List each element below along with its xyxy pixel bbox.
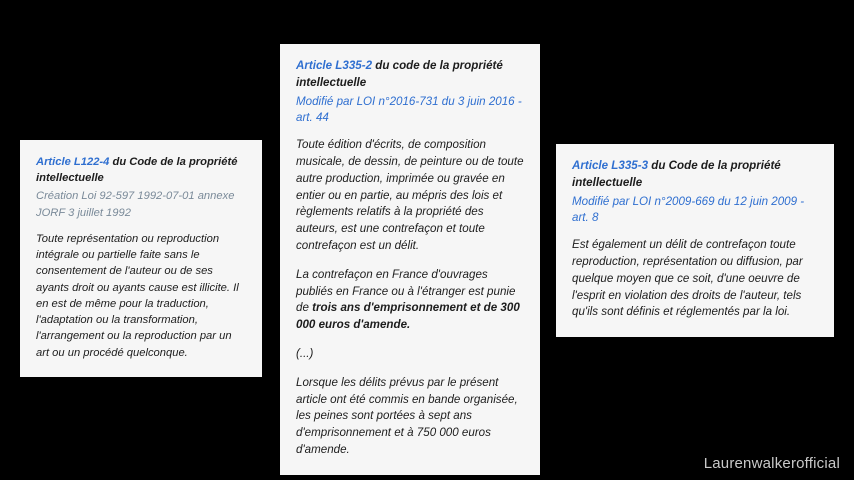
card-2-paragraph-1: Toute édition d'écrits, de composition musicale, de dessin, de peinture ou de toute autre production, imprimée ou gravée en entier ou en partie, au mépris des lois et règlements relatifs à la propriété des auteurs, est une contrefaçon et toute contrefaçon est un délit. bbox=[296, 138, 524, 252]
law-card-l122-4 bbox=[20, 140, 262, 377]
card-2-heading bbox=[296, 58, 524, 92]
card-2-paragraph-ellipsis: (...) bbox=[296, 346, 314, 360]
card-1-heading bbox=[36, 154, 246, 186]
card-2-source: Modifié par LOI n°2016-731 du 3 juin 2016 - art. 44 bbox=[296, 94, 522, 125]
card-1-heading-rest: du Code de la propriété intellectuelle bbox=[36, 156, 238, 185]
watermark-text: Laurenwalkerofficial bbox=[703, 455, 840, 472]
card-3-heading bbox=[572, 158, 818, 192]
card-1-article-ref: Article L122-4 bbox=[36, 156, 110, 168]
card-2-paragraph-2 bbox=[296, 267, 524, 334]
law-card-l335-3 bbox=[556, 144, 834, 337]
law-card-l335-2 bbox=[280, 44, 540, 475]
card-1-paragraph-1: Toute représentation ou reproduction intégrale ou partielle faite sans le consentement de l'auteur ou de ses ayants droit ou ayants cause est illicite. Il en est de même pour la traduction, l'adaptation ou la transformation, l'arrangement ou la reproduction par un art ou un procédé quelconque. bbox=[36, 232, 239, 359]
card-3-heading-rest: du Code de la propriété intellectuelle bbox=[572, 159, 781, 189]
card-1-source: Création Loi 92-597 1992-07-01 annexe JORF 3 juillet 1992 bbox=[36, 190, 235, 219]
card-3-article-ref: Article L335-3 bbox=[572, 159, 649, 172]
card-2-paragraph-3: Lorsque les délits prévus par le présent article ont été commis en bande organisée, les peines sont portées à sept ans d'emprisonnement et à 750 000 euros d'amende. bbox=[296, 375, 518, 456]
card-2-article-ref: Article L335-2 bbox=[296, 59, 373, 72]
card-3-paragraph-1: Est également un délit de contrefaçon toute reproduction, représentation ou diffusion, par quelque moyen que ce soit, d'une oeuvre de l'esprit en violation des droits de l'auteur, tels qu'ils sont définis et réglementés par la loi. bbox=[572, 238, 803, 319]
card-2-penalty-lead: La contrefaçon en France d'ouvrages publiés en France ou à l'étranger est punie de bbox=[296, 267, 516, 315]
card-2-penalty-bold: trois ans d'emprisonnement et de 300 000 euros d'amende. bbox=[296, 301, 520, 332]
card-2-heading-rest: du code de la propriété intellectuelle bbox=[296, 59, 503, 89]
card-3-source: Modifié par LOI n°2009-669 du 12 juin 2009 - art. 8 bbox=[572, 194, 805, 225]
